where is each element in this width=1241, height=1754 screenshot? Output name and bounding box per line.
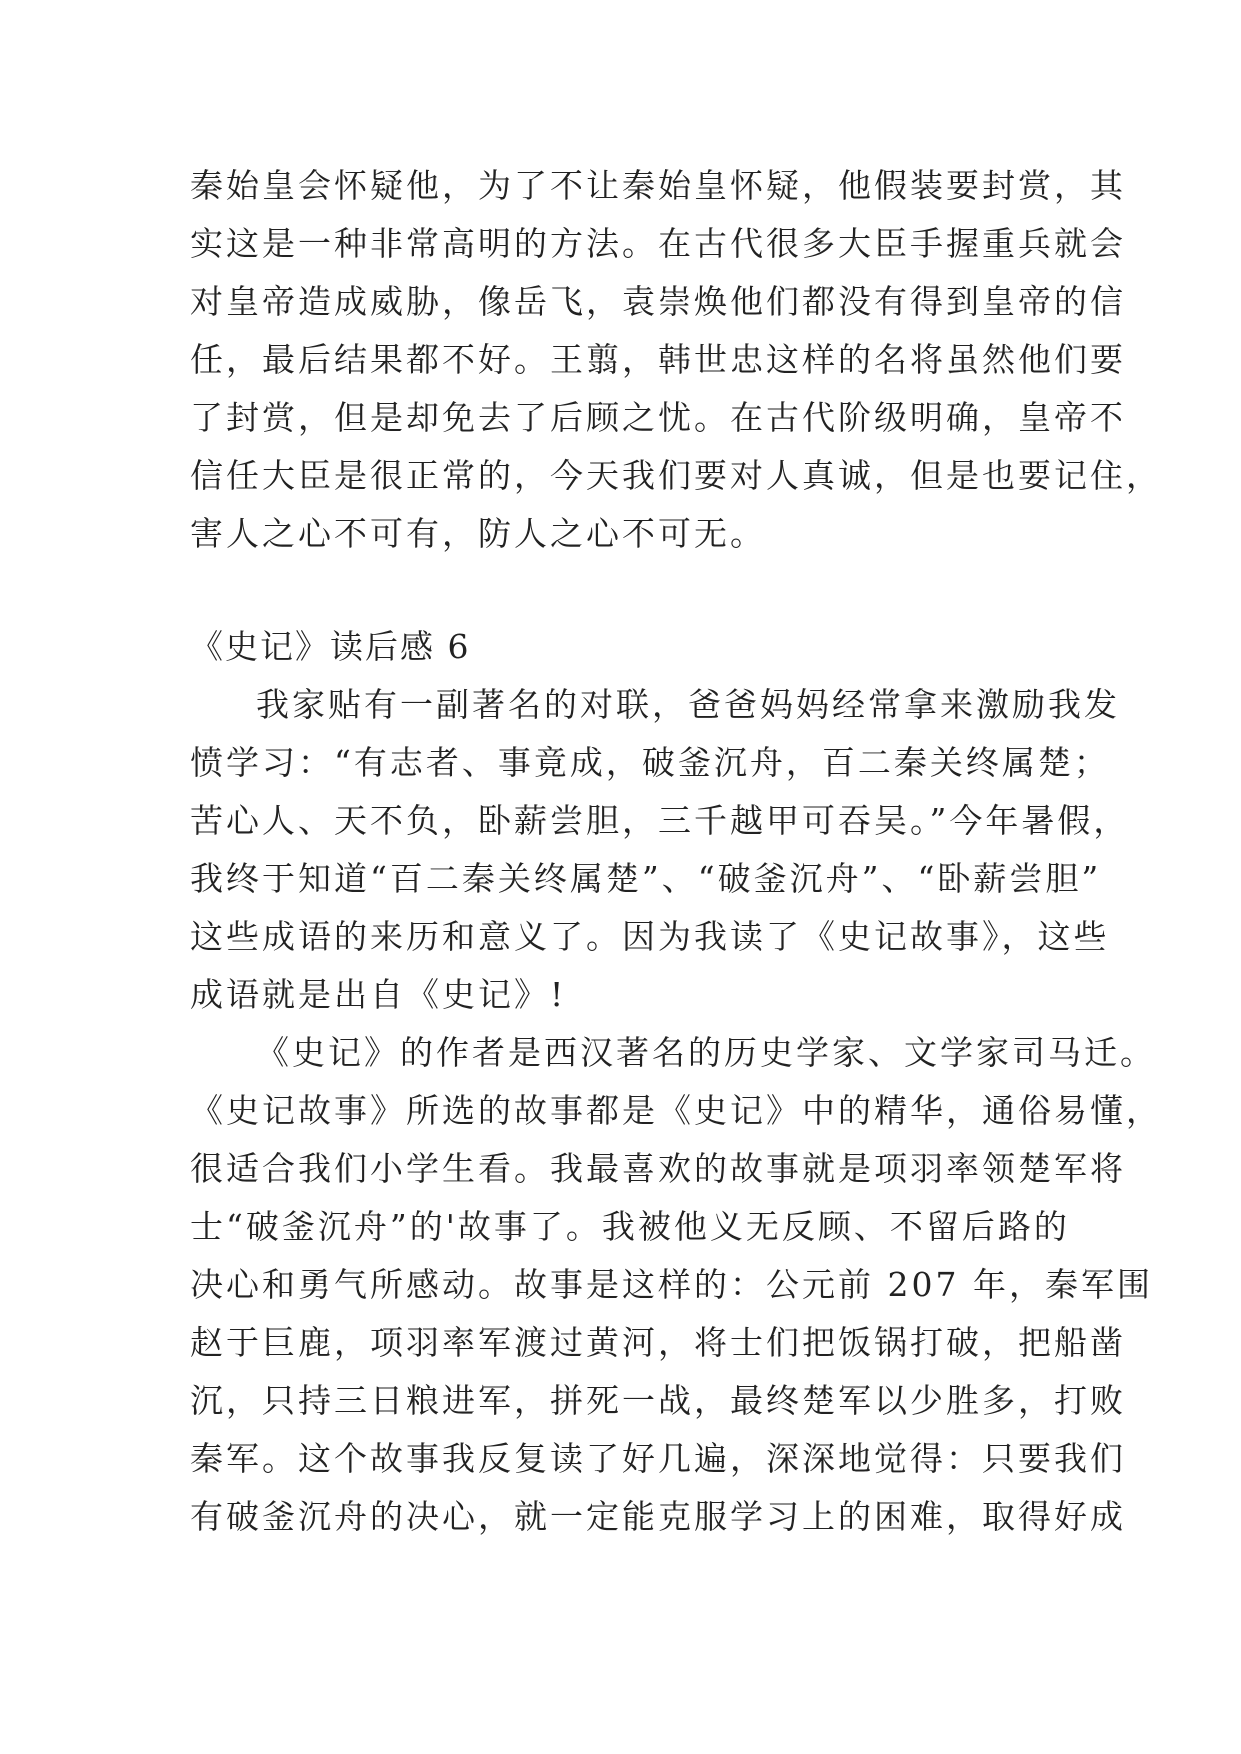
text-line: 决心和勇气所感动。故事是这样的：公元前 207 年，秦军围 <box>190 1265 1153 1304</box>
text-line: 秦始皇会怀疑他，为了不让秦始皇怀疑，他假装要封赏，其 <box>190 166 1126 205</box>
text-line: 《史记》的作者是西汉著名的历史学家、文学家司马迁。 <box>256 1033 1156 1072</box>
text-line: 信任大臣是很正常的，今天我们要对人真诚，但是也要记住， <box>190 456 1162 495</box>
text-line: 这些成语的来历和意义了。因为我读了《史记故事》，这些 <box>190 917 1110 956</box>
text-line: 很适合我们小学生看。我最喜欢的故事就是项羽率领楚军将 <box>190 1149 1126 1188</box>
paragraph-1 <box>190 157 1162 563</box>
text-line: 害人之心不可有，防人之心不可无。 <box>190 514 766 553</box>
text-line: 我终于知道“百二秦关终属楚”、“破釜沉舟”、“卧薪尝胆” <box>190 859 1102 898</box>
text-line: 任，最后结果都不好。王翦，韩世忠这样的名将虽然他们要 <box>190 340 1126 379</box>
paragraph-2 <box>190 676 1130 1024</box>
text-line: 了封赏，但是却免去了后顾之忧。在古代阶级明确，皇帝不 <box>190 398 1126 437</box>
text-line: 士“破釜沉舟”的'故事了。我被他义无反顾、不留后路的 <box>190 1207 1070 1246</box>
paragraph-3 <box>190 1024 1162 1546</box>
text-line: 《史记故事》所选的故事都是《史记》中的精华，通俗易懂， <box>190 1091 1162 1130</box>
text-line: 实这是一种非常高明的方法。在古代很多大臣手握重兵就会 <box>190 224 1126 263</box>
text-line: 对皇帝造成威胁，像岳飞，袁崇焕他们都没有得到皇帝的信 <box>190 282 1126 321</box>
text-line: 愤学习：“有志者、事竟成，破釜沉舟，百二秦关终属楚； <box>190 743 1110 782</box>
text-line: 有破釜沉舟的决心，就一定能克服学习上的困难，取得好成 <box>190 1497 1126 1536</box>
section-heading: 《史记》读后感 6 <box>190 627 471 666</box>
text-line: 沉，只持三日粮进军，拼死一战，最终楚军以少胜多，打败 <box>190 1381 1126 1420</box>
text-line: 我家贴有一副著名的对联，爸爸妈妈经常拿来激励我发 <box>256 685 1120 724</box>
text-line: 赵于巨鹿，项羽率军渡过黄河，将士们把饭锅打破，把船凿 <box>190 1323 1126 1362</box>
text-line: 秦军。这个故事我反复读了好几遍，深深地觉得：只要我们 <box>190 1439 1126 1478</box>
text-line: 成语就是出自《史记》! <box>190 975 567 1014</box>
text-line: 苦心人、天不负，卧薪尝胆，三千越甲可吞吴。”今年暑假， <box>190 801 1130 840</box>
